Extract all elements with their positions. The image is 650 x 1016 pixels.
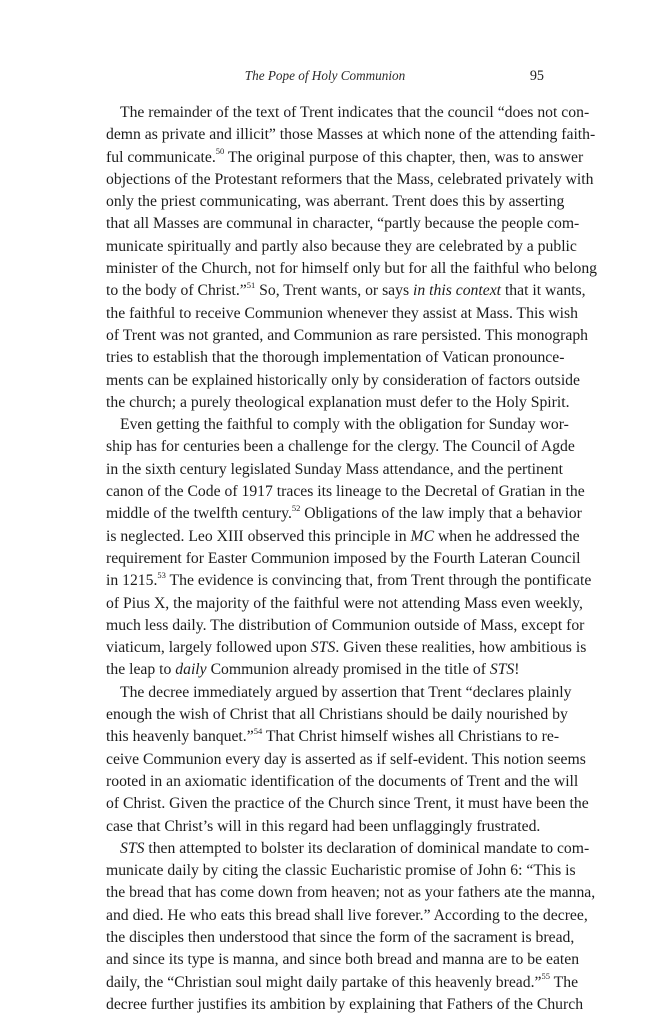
text-run: this heavenly banquet.” xyxy=(106,728,254,746)
text-line xyxy=(106,392,570,414)
text-line xyxy=(106,503,582,525)
italic-text: MC xyxy=(410,527,435,545)
footnote-marker: 51 xyxy=(246,280,256,291)
text-run: ceive Communion every day is asserted as if self-evident. This notion seems xyxy=(106,750,586,768)
text-line xyxy=(106,347,565,369)
text-run: the bread that has come down from heaven; not as your fathers ate the manna, xyxy=(106,884,596,902)
text-run: ful communicate. xyxy=(106,148,216,166)
text-run: in 1215. xyxy=(106,572,158,590)
running-head xyxy=(106,66,544,86)
text-run: to the body of Christ.” xyxy=(106,282,247,300)
text-run: The remainder of the text of Trent indicates that the council “does not con- xyxy=(120,104,590,121)
text-run: middle of the twelfth century. xyxy=(106,505,292,523)
text-run: the leap to xyxy=(106,661,176,679)
paragraph xyxy=(106,838,596,1016)
text-run: and died. He who eats this bread shall live forever.” According to the decree, xyxy=(106,906,588,924)
text-line xyxy=(106,526,580,548)
text-run: municate daily by citing the classic Eucharistic promise of John 6: “This is xyxy=(106,862,576,880)
text-run: much less daily. The distribution of Communion outside of Mass, except for xyxy=(106,616,585,634)
text-run: of Trent was not granted, and Communion as rare persisted. This monograph xyxy=(106,326,589,344)
text-run: is neglected. Leo XIII observed this principle in xyxy=(106,527,411,545)
text-run: tries to establish that the thorough implementation of Vatican pronounce- xyxy=(106,349,565,367)
text-run: . Given these realities, how ambitious is xyxy=(335,639,587,657)
text-line xyxy=(106,682,572,704)
footnote-marker: 50 xyxy=(215,146,225,157)
text-line xyxy=(106,459,563,481)
text-line xyxy=(106,659,544,681)
italic-text: daily xyxy=(175,661,207,679)
paragraph xyxy=(106,102,598,414)
text-run: The evidence is convincing that, from Trent through the pontificate xyxy=(165,572,592,590)
text-run: requirement for Easter Communion imposed by the Fourth Lateran Council xyxy=(106,549,581,567)
page-number: 95 xyxy=(529,68,544,84)
text-run: So, Trent wants, or says xyxy=(255,282,414,300)
text-run: and since its type is manna, and since both bread and manna are to be eaten xyxy=(106,951,580,969)
footnote-marker: 55 xyxy=(541,971,550,982)
text-run: viaticum, largely followed upon xyxy=(106,639,311,657)
text-run: of Christ. Given the practice of the Church since Trent, it must have been the xyxy=(106,795,589,813)
text-run: the faithful to receive Communion whenever they assist at Mass. This wish xyxy=(106,304,578,322)
text-run: that all Masses are communal in character, “partly because the people com- xyxy=(106,215,580,233)
text-line xyxy=(106,726,560,748)
running-title: The Pope of Holy Communion xyxy=(244,68,406,83)
text-line xyxy=(106,548,581,570)
text-run: case that Christ’s will in this regard had been unflaggingly frustrated. xyxy=(106,817,541,835)
text-line xyxy=(106,124,596,146)
text-line xyxy=(106,280,586,302)
text-line xyxy=(106,593,583,615)
text-line xyxy=(106,949,580,971)
text-run: objections of the Protestant reformers that the Mass, celebrated privately with xyxy=(106,170,594,188)
text-line xyxy=(106,146,584,169)
footnote-marker: 53 xyxy=(157,570,166,580)
italic-text: STS xyxy=(310,639,336,657)
text-run: in the sixth century legislated Sunday Mass attendance, and the pertinent xyxy=(106,460,563,478)
text-run: daily, the “Christian soul might daily partake of this heavenly bread.” xyxy=(106,973,542,991)
text-run: that it wants, xyxy=(501,282,586,300)
footnote-marker: 52 xyxy=(291,503,301,514)
text-line xyxy=(106,905,588,927)
text-run: rooted in an axiomatic identification of the documents of Trent and the will xyxy=(106,772,579,790)
text-run: then attempted to bolster its declaration of dominical mandate to com- xyxy=(144,839,590,857)
text-line xyxy=(106,793,589,815)
text-run: of Pius X, the majority of the faithful were not attending Mass even weekly, xyxy=(106,594,583,612)
text-line xyxy=(106,236,577,258)
footnote-marker: 54 xyxy=(253,726,263,737)
text-line xyxy=(106,570,592,592)
text-run: Obligations of the law imply that a behavior xyxy=(300,505,582,523)
text-line xyxy=(106,838,590,860)
text-line xyxy=(106,882,596,904)
text-run: The decree immediately argued by assertion that Trent “declares plainly xyxy=(120,683,572,701)
text-run: the church; a purely theological explanation must defer to the Holy Spirit. xyxy=(106,393,570,411)
text-line xyxy=(106,213,580,235)
text-run: municate spiritually and partly also because they are celebrated by a public xyxy=(106,237,577,255)
text-line xyxy=(106,414,569,436)
text-line xyxy=(106,927,575,949)
text-run: the disciples then understood that since the form of the sacrament is bread, xyxy=(106,928,575,946)
italic-text: STS xyxy=(120,839,145,857)
text-line xyxy=(106,816,544,838)
text-run: canon of the Code of 1917 traces its lineage to the Decretal of Gratian in the xyxy=(106,483,585,501)
body-text xyxy=(106,102,598,1016)
text-line xyxy=(106,102,590,124)
paragraph xyxy=(106,682,589,838)
text-line xyxy=(106,704,568,726)
text-run: decree further justifies its ambition by explaining that Fathers of the Church xyxy=(106,995,584,1013)
paragraph xyxy=(106,414,592,682)
text-line xyxy=(106,749,586,771)
text-line xyxy=(106,325,589,347)
text-line xyxy=(106,994,584,1016)
italic-text: STS xyxy=(489,661,515,679)
text-run: when he addressed the xyxy=(434,527,580,545)
text-line xyxy=(106,258,598,280)
text-run: ments can be explained historically only by consideration of factors outside xyxy=(106,371,580,389)
text-line xyxy=(106,481,585,503)
text-run: demn as private and illicit” those Masses at which none of the attending faith- xyxy=(106,126,596,144)
text-line xyxy=(106,436,575,458)
text-run: The original purpose of this chapter, then, was to answer xyxy=(224,148,584,166)
text-line xyxy=(106,191,565,213)
text-line xyxy=(106,169,594,191)
text-run: That Christ himself wishes all Christians to re- xyxy=(262,728,560,746)
text-run: ship has for centuries been a challenge for the clergy. The Council of Agde xyxy=(106,438,575,456)
text-line xyxy=(106,771,579,793)
text-line xyxy=(106,370,580,392)
text-line xyxy=(106,637,587,659)
italic-text: in this context xyxy=(413,282,502,300)
text-run: ! xyxy=(514,661,520,679)
text-run: Communion already promised in the title of xyxy=(206,661,490,679)
text-run: Even getting the faithful to comply with the obligation for Sunday wor- xyxy=(120,416,569,434)
text-run: only the priest communicating, was aberrant. Trent does this by asserting xyxy=(106,193,565,211)
text-run: minister of the Church, not for himself only but for all the faithful who belong xyxy=(106,260,598,278)
text-run: The xyxy=(550,973,579,991)
text-run: enough the wish of Christ that all Christians should be daily nourished by xyxy=(106,706,568,724)
text-line xyxy=(106,860,576,882)
text-line xyxy=(106,615,585,637)
text-line xyxy=(106,303,578,325)
